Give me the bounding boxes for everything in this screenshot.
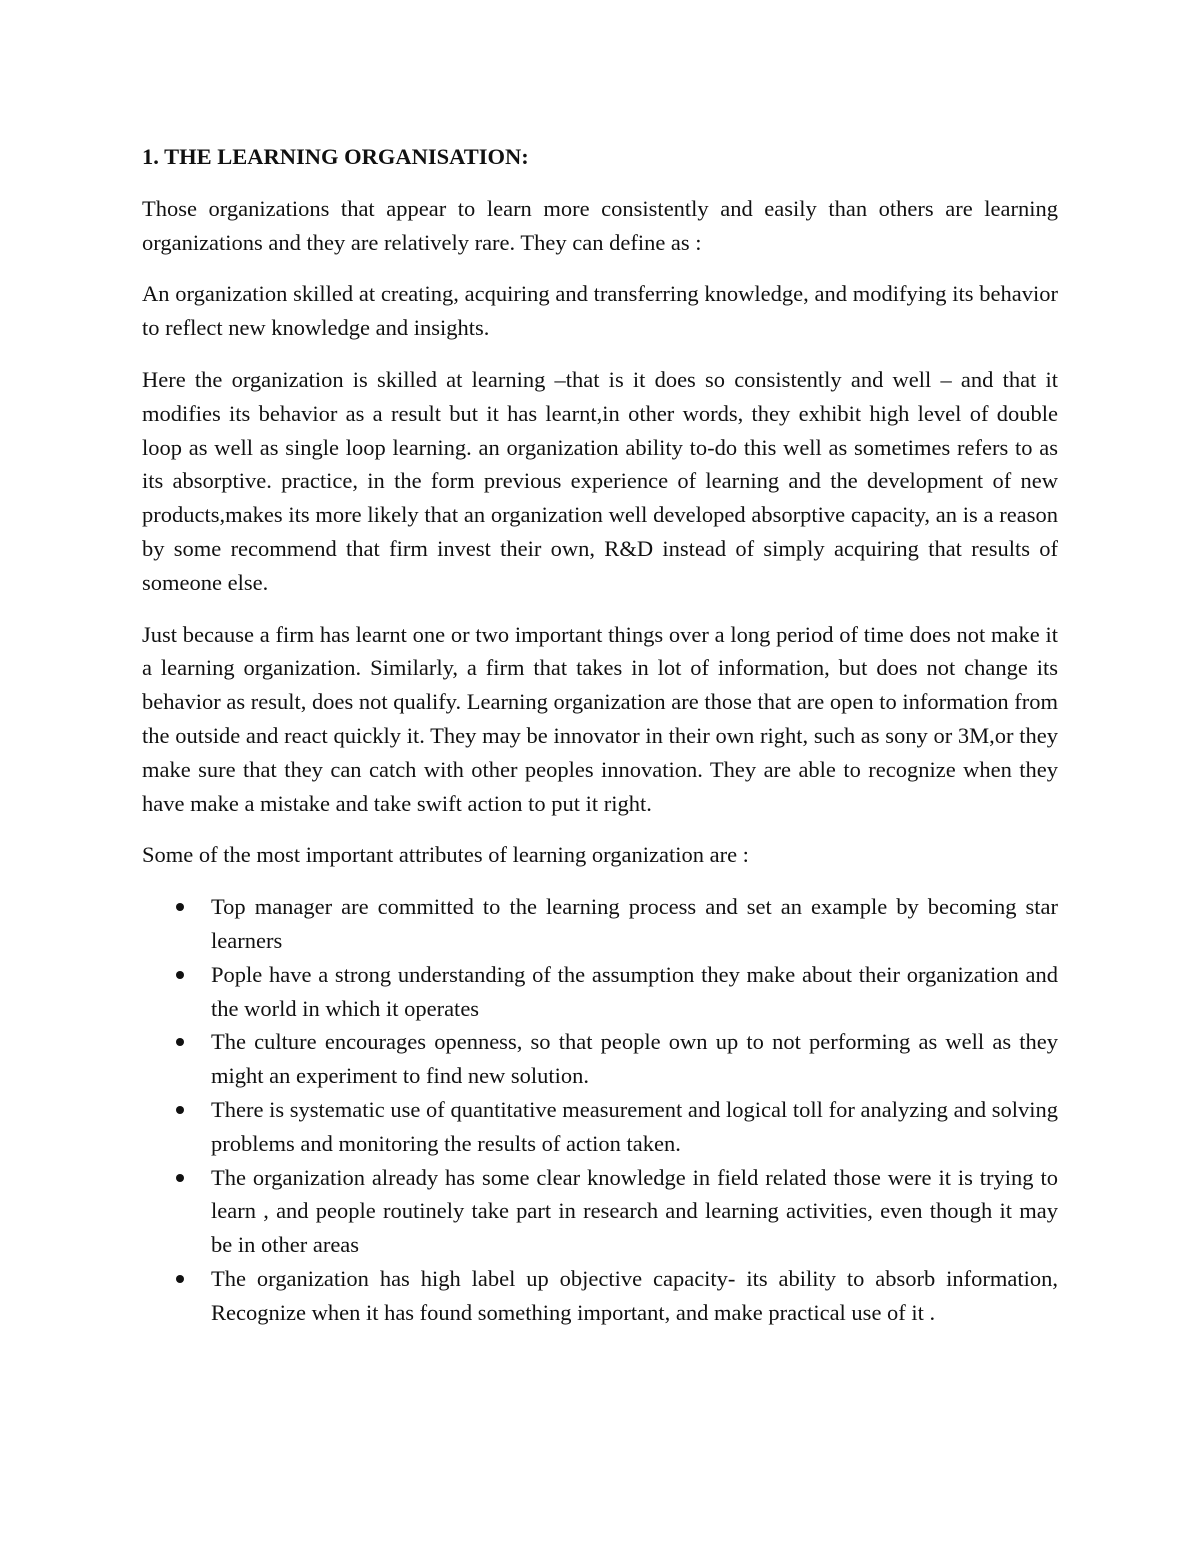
list-item-text: The organization already has some clear knowledge in field related those were it is trying to learn , and people routinely take part in research and learning activities, even though it may be in other areas xyxy=(211,1164,1058,1258)
list-item xyxy=(142,958,1058,1026)
section-heading: 1. THE LEARNING ORGANISATION: xyxy=(142,144,529,169)
attributes-bullet-list xyxy=(142,890,1058,1329)
bullet-icon xyxy=(176,1275,184,1283)
paragraph-definition: An organization skilled at creating, acquiring and transferring knowledge, and modifying its behavior to reflect new knowledge and insights. xyxy=(142,281,1058,341)
list-item xyxy=(142,890,1058,958)
paragraph-learning-organization: Just because a firm has learnt one or two important things over a long period of time does not make it a learning organization. Similarly, a firm that takes in lot of information, but does not change its behavior as result, does not qualify. Learning organization are those that are open to information from the outside and react quickly it. They may be innovator in their own right, such as sony or 3M,or they make sure that they can catch with other peoples innovation. They are able to recognize when they have make a mistake and take swift action to put it right. xyxy=(142,621,1058,816)
bullet-icon xyxy=(176,971,184,979)
bullet-icon xyxy=(176,1174,184,1182)
bullet-icon xyxy=(176,1038,184,1046)
paragraph-skilled-learning: Here the organization is skilled at learning –that is it does so consistently and well – and that it modifies its behavior as a result but it has learnt,in other words, they exhibit high level of double loop as well as single loop learning. an organization ability to-do this well as sometimes refers to as its absorptive. practice, in the form previous experience of learning and the development of new products,makes its more likely that an organization well developed absorptive capacity, an is a reason by some recommend that firm invest their own, R&D instead of simply acquiring that results of someone else. xyxy=(142,366,1058,595)
list-item xyxy=(142,1025,1058,1093)
paragraph-definition-intro: Those organizations that appear to learn more consistently and easily than others are learning organizations and they are relatively rare. They can define as : xyxy=(142,195,1058,255)
list-item-text: Top manager are committed to the learning process and set an example by becoming star learners xyxy=(211,894,1058,953)
bullet-icon xyxy=(176,903,184,911)
list-item xyxy=(142,1161,1058,1262)
list-item xyxy=(142,1093,1058,1161)
paragraph-attributes-intro: Some of the most important attributes of learning organization are : xyxy=(142,842,749,868)
list-item-text: The culture encourages openness, so that people own up to not performing as well as they might an experiment to find new solution. xyxy=(211,1029,1058,1089)
list-item-text: There is systematic use of quantitative measurement and logical toll for analyzing and solving problems and monitoring the results of action taken. xyxy=(211,1096,1058,1156)
list-item-text: Pople have a strong understanding of the assumption they make about their organization and the world in which it operates xyxy=(211,961,1058,1021)
list-item xyxy=(142,1262,1058,1330)
document-page xyxy=(142,140,1058,1330)
list-item-text: The organization has high label up objective capacity- its ability to absorb information, Recognize when it has found something important, and make practical use of it . xyxy=(211,1265,1058,1325)
bullet-icon xyxy=(176,1106,184,1114)
